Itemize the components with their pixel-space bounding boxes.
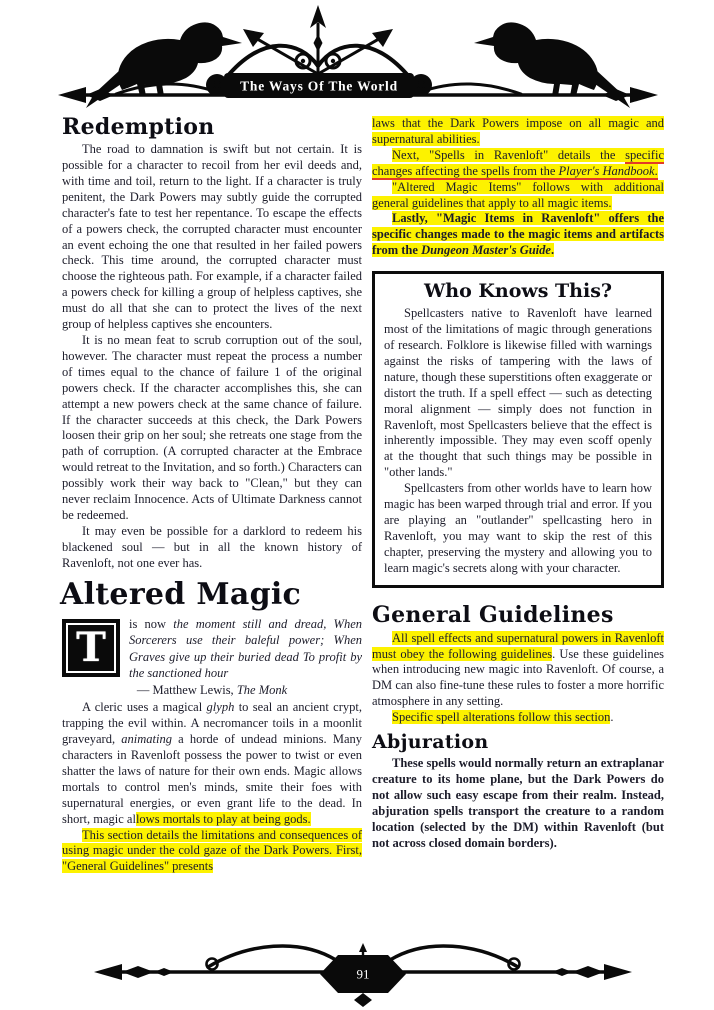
paragraph: laws that the Dark Powers impose on all magic and supernatural abilities. — [372, 116, 664, 146]
abjuration-paragraphs — [372, 756, 664, 851]
intro-paragraphs — [372, 116, 664, 259]
paragraph: Spellcasters from other worlds have to learn how magic has been warped through trial and error. If you are playing an "outlander" spellcasting hero in Ravenloft, you may want to skip the rest of this chapter, preserving the mystery and allowing you to learn magic's secrets along with your character. — [384, 481, 652, 575]
footer-ornament — [0, 943, 714, 1007]
epigraph-quote: is now the moment still and dread, When Sorcerers use their baleful power; When Graves give up their buried dead To profit by the sanctioned hour — [129, 617, 362, 680]
altered-magic-heading: Altered Magic — [60, 576, 302, 612]
paragraph: Lastly, "Magic Items in Ravenloft" offers the specific changes made to the magic items and artifacts from the Dungeon Master's Guide. — [372, 211, 664, 258]
redemption-heading: Redemption — [62, 114, 215, 140]
dropcap-letter: T — [76, 624, 106, 672]
redemption-paragraphs — [62, 142, 362, 571]
epigraph — [62, 616, 362, 698]
epigraph-attribution: — Matthew Lewis, The Monk — [136, 683, 288, 698]
column-right — [372, 116, 664, 875]
paragraph: These spells would normally return an extraplanar creature to its home plane, but the Dark Powers do not allow such easy escape from their realm. Instead, abjuration spells transport the creature to a random location (selected by the DM) within Ravenloft (but not across closed domain borders). — [372, 756, 664, 850]
paragraph: "Altered Magic Items" follows with additional general guidelines that apply to all magic items. — [372, 179, 664, 210]
paragraph: Next, "Spells in Ravenloft" details the specific changes affecting the spells from the Player's Handbook. — [372, 147, 664, 178]
paragraph: This section details the limitations and consequences of using magic under the cold gaze of the Dark Powers. First, "General Guidelines" presents — [62, 827, 362, 874]
page-number: 91 — [356, 966, 370, 982]
who-knows-this-title: Who Knows This? — [423, 280, 613, 303]
general-guidelines-paragraphs — [372, 631, 664, 726]
banner-plate — [224, 73, 414, 98]
column-left — [62, 116, 362, 875]
page-number-badge — [320, 955, 406, 993]
header-ornament — [0, 0, 714, 112]
banner-title: The Ways Of The World — [240, 78, 398, 94]
text-columns — [0, 112, 714, 875]
paragraph: All spell effects and supernatural powers in Ravenloft must obey the following guidelines. Use these guidelines when introducing new magic into Ravenloft. Of course, a DM can also fine-tune these rules to foster a more horrific atmosphere in any setting. — [372, 630, 664, 709]
who-knows-this-box — [372, 271, 664, 587]
altered-magic-paragraphs — [62, 700, 362, 875]
abjuration-heading: Abjuration — [372, 731, 489, 754]
paragraph: Spellcasters native to Ravenloft have learned most of the limitations of magic through generations of research. Folklore is likewise filled with warnings against the risks of tampering with the laws of nature, though these superstitions often exaggerate or distort the truth. If a spell effect — such as detecting moral alignment — simply does not function in Ravenloft, most Spellcasters believe that the effect is inherently impossible. They may even scoff openly at the thought that such things may be possible in "other lands." — [384, 306, 652, 480]
paragraph: The road to damnation is swift but not certain. It is possible for a character to recoil from her evil deeds and, with time and toil, return to the light. If a character is truly penitent, the Dark Powers may subtly guide the corrupted character's fate to test her repentance. To escape the effects of a powers check, the corrupted character must encounter an event echoing the one that resulted in her failed powers check. This time around, the corrupted character must choose the righteous path. For example, if a character failed a powers check for killing a group of helpless captives, she must do all that she can to protect the lives of the next group of helpless captives she encounters. — [62, 142, 362, 332]
paragraph: Specific spell alterations follow this section. — [392, 710, 614, 725]
dropcap-t-icon — [62, 619, 120, 677]
paragraph: A cleric uses a magical glyph to seal an ancient crypt, trapping the evil within. A necromancer toils in a moonlit graveyard, animating a horde of undead minions. Many characters in Ravenloft possess the power to twist or even shatter the laws of nature for their own ends. Magic allows mortals to control men's minds, smite their foes with supernatural energies, or even grant life to the dead. In short, magic allows mortals to play at being gods. — [62, 700, 362, 826]
paragraph: It is no mean feat to scrub corruption out of the soul, however. The character must repeat the process a number of times equal to the chance of failure 1 of the original powers check. If the character accomplishes this, she can attempt a new powers check at the same chance of failure. If the character succeeds at this check, the Dark Powers loosen their grip on her soul; she retreats one stage from the path of corruption. (A corrupted character at the Embrace would retreat to the Invitation, and so forth.) Characters can possibly work their way back to "Clean," but they can never reclaim Innocence. Acts of Ultimate Darkness cannot be redeemed. — [62, 332, 362, 522]
general-guidelines-heading: General Guidelines — [372, 601, 614, 628]
paragraph: It may even be possible for a darklord to redeem his blackened soul — but in all the known history of Ravenloft, not one ever has. — [62, 523, 362, 570]
who-knows-this-paragraphs — [384, 306, 652, 576]
